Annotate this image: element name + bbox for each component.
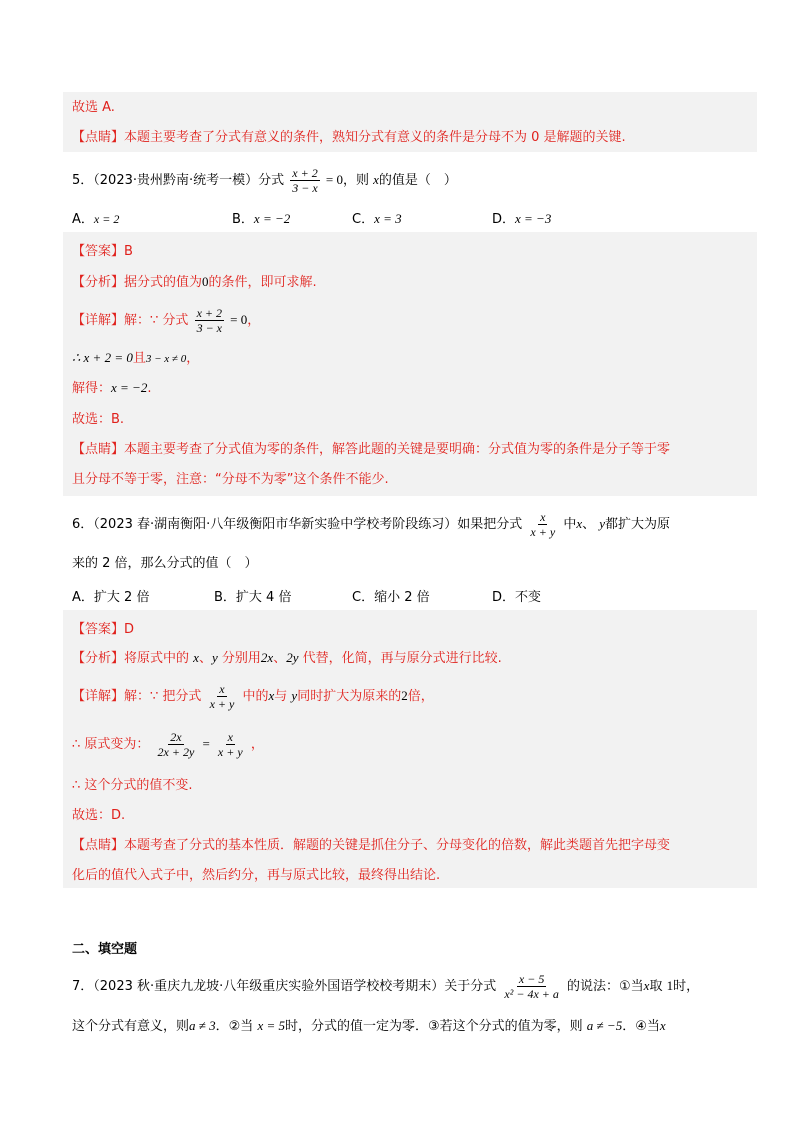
q5-option-b: B．x = −2 (232, 211, 291, 227)
q4-choose: 故选 A. (72, 100, 115, 115)
q6-choose: 故选：D. (72, 808, 126, 823)
q6-option-a: A．扩大 2 倍 (72, 590, 150, 605)
q5-detail: 【详解】解：∵ 分式 $\frac{x + 2}{3 - x}$ = 0， (72, 306, 261, 335)
q5-option-c: C．x = 3 (352, 211, 402, 227)
q4-tip: 【点睛】本题主要考查了分式有意义的条件，熟知分式有意义的条件是分母不为 0 是解题的关键. (72, 130, 626, 145)
q6-analysis: 【分析】将原式中的 x、y 分别用2x、2y 代替，化简，再与原分式进行比较. (72, 650, 502, 666)
q7-stem: 7．（2023 秋·重庆九龙坡·八年级重庆实验外国语学校校考期末）关于分式 $\frac{x - 5}{\text{x² − 4x + a}}$ 的说法：①当x取 1时， (72, 972, 700, 1001)
q5-answer: 【答案】B (72, 244, 133, 259)
q5-stem: 5．（2023·贵州黔南·统考一模）分式 $\frac{x + 2}{3 - x}$ = 0，则 x的值是（ ） (72, 166, 457, 195)
q6-conclusion: ∴ 这个分式的值不变. (72, 778, 193, 793)
q6-option-c: C．缩小 2 倍 (352, 590, 430, 605)
q5-tip-2: 且分母不等于零，注意：“分母不为零”这个条件不能少. (72, 472, 389, 487)
q5-solve: 解得：x = −2. (72, 380, 152, 396)
q5-analysis: 【分析】据分式的值为0的条件，即可求解. (72, 274, 317, 290)
q5-option-a: A．x = 2 (72, 212, 120, 227)
q5-option-d: D．x = −3 (492, 211, 552, 227)
q5-fraction: $\frac{x + 2}{3 - x}$ (292, 166, 318, 195)
section-title: 二、填空题 (72, 942, 138, 957)
q6-option-d: D．不变 (492, 590, 542, 605)
q6-tip-1: 【点睛】本题考查了分式的基本性质．解题的关键是抓住分子、分母变化的倍数，解此类题首先把字母变 (72, 838, 671, 853)
q5-step1: ∴ x + 2 = 0且3 − x ≠ 0， (72, 350, 200, 366)
q6-stem: 6．（2023 春·湖南衡阳·八年级衡阳市华新实验中学校考阶段练习）如果把分式 $\frac{x}{x + y}$ 中x、 y都扩大为原 (72, 510, 671, 539)
q5-choose: 故选：B. (72, 412, 125, 427)
q7-stem-2: 这个分式有意义，则a ≠ 3．②当 x = 5时，分式的值一定为零．③若这个分式的值为零，则 a ≠ −5．④当x (72, 1018, 666, 1034)
q5-tip-1: 【点睛】本题主要考查了分式值为零的条件，解答此题的关键是要明确：分式值为零的条件是分子等于零 (72, 442, 671, 457)
q6-tip-2: 化后的值代入式子中，然后约分，再与原式比较，最终得出结论. (72, 868, 441, 883)
q6-stem-2: 来的 2 倍，那么分式的值（ ） (72, 556, 258, 571)
q6-answer: 【答案】D (72, 622, 135, 637)
q6-detail: 【详解】解：∵ 把分式 $\frac{x}{x + y}$ 中的x与 y同时扩大为原来的2倍， (72, 682, 434, 711)
q6-option-b: B．扩大 4 倍 (214, 590, 292, 605)
q6-step: ∴ 原式变为： $\frac{2x}{2x + 2y}$ = $\frac{x}{x + y}$ ， (72, 730, 264, 759)
